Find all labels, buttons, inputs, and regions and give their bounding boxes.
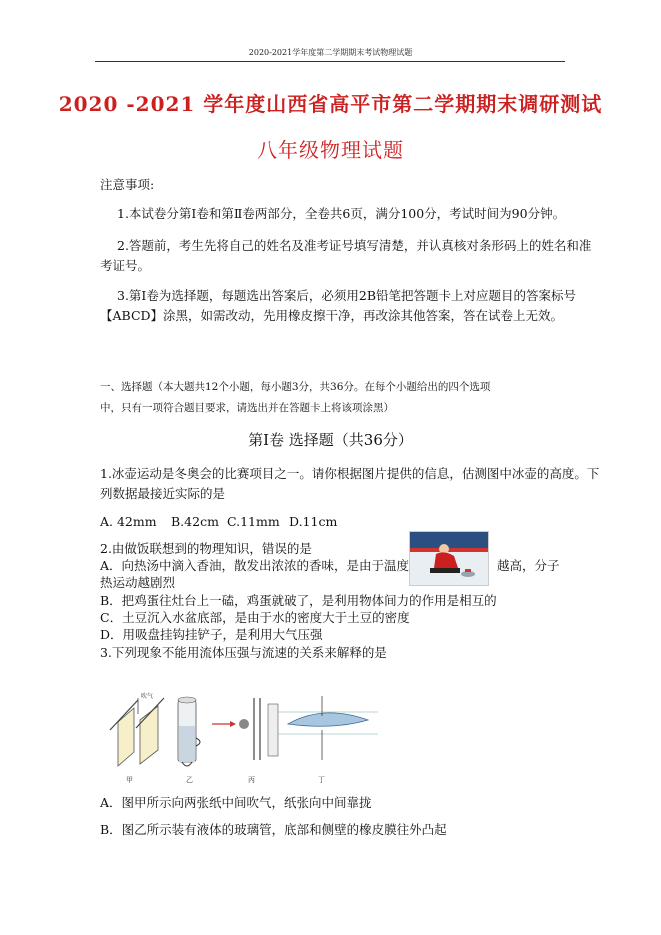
notice-item-2-line-2: 考证号。 <box>100 258 151 273</box>
q1-stem-line-1: 1.冰壶运动是冬奥会的比赛项目之一。请你根据图片提供的信息，估测图中冰壶的高度。下 <box>100 466 600 481</box>
q2-option-a-cont: 越高，分子 <box>497 558 560 573</box>
notice-item-3-line-1: 3.第Ⅰ卷为选择题，每题选出答案后，必须用2B铅笔把答题卡上对应题目的答案标号 <box>117 288 577 303</box>
curling-photo <box>409 531 489 586</box>
q3-option-a: A．图甲所示向两张纸中间吹气，纸张向中间靠拢 <box>100 795 372 810</box>
figure-label-bing: 丙 <box>248 776 255 784</box>
q2-option-b: B．把鸡蛋往灶台上一磕，鸡蛋就破了，是利用物体间力的作用是相互的 <box>100 593 497 608</box>
figure-tag: 吹气 <box>141 693 154 700</box>
section-title: 第Ⅰ卷 选择题（共36分） <box>248 431 413 449</box>
exam-subtitle: 八年级物理试题 <box>257 138 404 162</box>
figure-label-ding: 丁 <box>318 776 325 784</box>
part1-intro-line-2: 中，只有一项符合题目要求，请选出并在答题卡上将该项涂黑） <box>100 402 394 414</box>
q3-stem: 3.下列现象不能用流体压强与流速的关系来解释的是 <box>100 645 387 660</box>
q1-option-d: D.11cm <box>289 514 338 529</box>
notice-heading: 注意事项: <box>100 177 155 192</box>
q1-option-a: A. 42mm <box>100 514 157 529</box>
notice-item-3-line-2: 【ABCD】涂黑，如需改动，先用橡皮擦干净，再改涂其他答案，答在试卷上无效。 <box>100 308 564 323</box>
notice-item-1: 1.本试卷分第Ⅰ卷和第Ⅱ卷两部分，全卷共6页，满分100分，考试时间为90分钟。 <box>117 206 566 221</box>
q1-option-c: C.11mm <box>227 514 280 529</box>
q3-figure <box>108 690 418 785</box>
page-header: 2020-2021学年度第二学期期末考试物理试题 <box>248 48 413 57</box>
figure-label-jia: 甲 <box>126 776 133 784</box>
q2-option-d: D．用吸盘挂钩挂铲子，是利用大气压强 <box>100 627 323 642</box>
q1-option-b: B.42cm <box>171 514 219 529</box>
header-divider <box>95 61 565 62</box>
part1-intro-line-1: 一、选择题（本大题共12个小题，每小题3分，共36分。在每个小题给出的四个选项 <box>100 381 491 393</box>
notice-item-2-line-1: 2.答题前，考生先将自己的姓名及准考证号填写清楚，并认真核对条形码上的姓名和准 <box>117 238 592 253</box>
q3-option-b: B．图乙所示装有液体的玻璃管，底部和侧壁的橡皮膜往外凸起 <box>100 822 447 837</box>
q1-stem-line-2: 列数据最接近实际的是 <box>100 486 226 501</box>
q2-option-c: C．土豆沉入水盆底部，是由于水的密度大于土豆的密度 <box>100 610 410 625</box>
q2-stem: 2.由做饭联想到的物理知识，错误的是 <box>100 541 312 556</box>
q2-option-a: A．向热汤中滴入香油，散发出浓浓的香味，是由于温度 <box>100 558 410 573</box>
q2-option-a-line-2: 热运动越剧烈 <box>100 575 176 590</box>
exam-title: 2020 -2021 学年度山西省高平市第二学期期末调研测试 <box>58 92 603 116</box>
figure-label-yi: 乙 <box>186 776 193 784</box>
